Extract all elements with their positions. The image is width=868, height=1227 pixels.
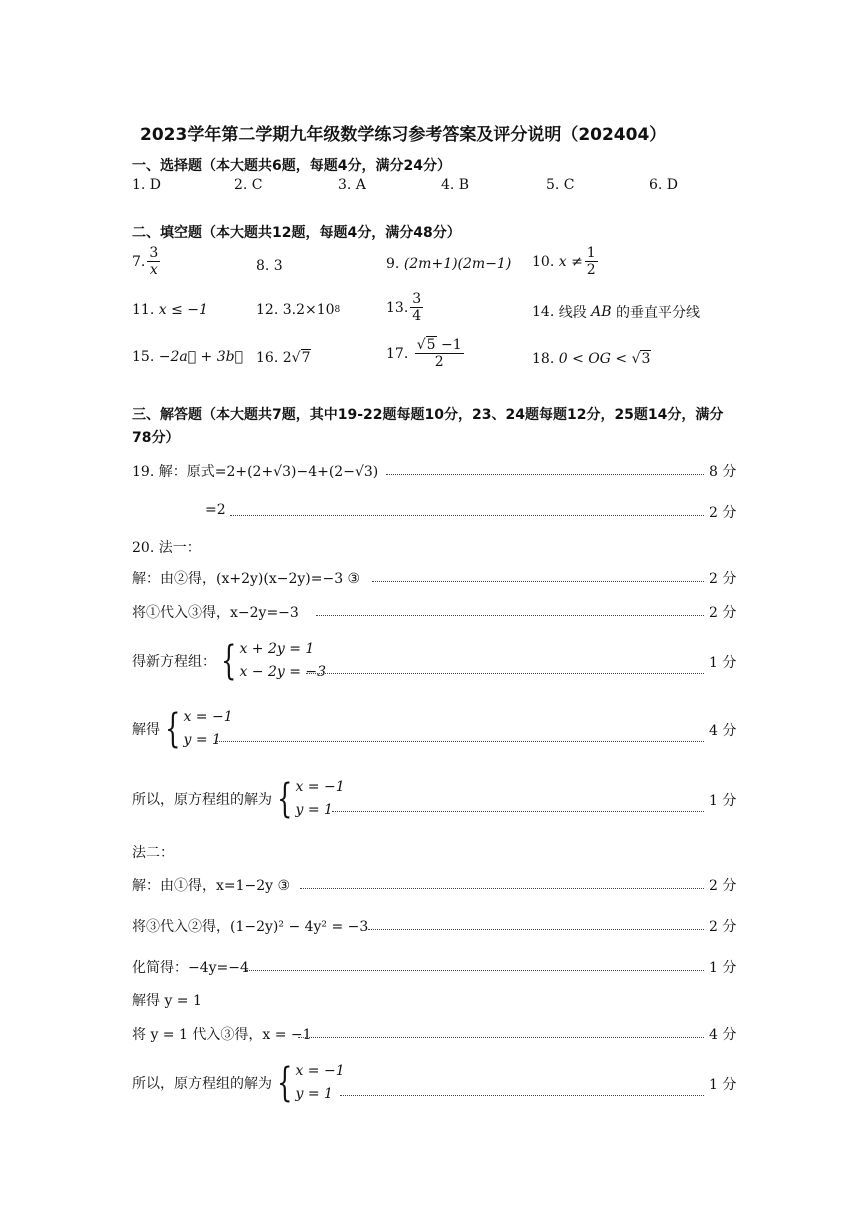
fraction: $\frac{3}{4}$ [412, 291, 422, 324]
dotted-leader [372, 581, 704, 582]
m1-step-5: 所以，原方程组的解为 { x = −1 y = 1 [132, 776, 345, 822]
choice-answer-4: 4. B [441, 177, 470, 193]
fill-answer-8: 8. 3 [256, 258, 283, 274]
m2-title: 法二： [132, 845, 174, 861]
dotted-leader [216, 741, 704, 742]
dotted-leader [332, 811, 704, 812]
equation-system: x = −1 y = 1 [295, 779, 345, 818]
section-3-heading: 三、解答题（本大题共7题，其中19-22题每题10分，23、24题每题12分，25题14分，满分 [132, 407, 724, 423]
score: 1 分 [709, 960, 737, 976]
m1-step-4: 解得 { x = −1 y = 1 [132, 706, 233, 752]
score: 8 分 [709, 464, 737, 480]
m2-step-6: 所以，原方程组的解为 { x = −1 y = 1 [132, 1060, 345, 1106]
score: 4 分 [709, 1027, 737, 1043]
choice-answer-6: 6. D [649, 177, 679, 193]
dotted-leader [246, 970, 704, 971]
equation-system: x = −1 y = 1 [183, 709, 233, 748]
fill-answer-11: 11. x ≤ −1 [132, 302, 208, 318]
dotted-leader [230, 515, 704, 516]
m2-step-1: 解：由①得，x=1−2y ③ [132, 878, 291, 894]
fill-answer-9: 9. (2m+1)(2m−1) [386, 256, 512, 272]
m2-step-5: 将 y = 1 代入③得，x = −1 [132, 1027, 312, 1043]
dotted-leader [316, 615, 704, 616]
score: 4 分 [709, 723, 737, 739]
choice-answer-1: 1. D [132, 177, 162, 193]
section-1-heading: 一、选择题（本大题共6题，每题4分，满分24分） [132, 158, 451, 174]
m2-step-2: 将③代入②得，(1−2y)² − 4y² = −3 [132, 919, 369, 935]
m1-step-3: 得新方程组： { x + 2y = 1 x − 2y = −3 [132, 638, 327, 684]
dotted-leader [368, 929, 704, 930]
score: 2 分 [709, 571, 737, 587]
fill-answer-16: 16. 2 √ 7 [256, 349, 311, 366]
brace-icon: { [277, 776, 293, 822]
section-3-heading-cont: 78分） [132, 430, 180, 446]
equation-system: x = −1 y = 1 [295, 1063, 345, 1102]
fill-answer-13: 13. $\frac{3}{4}$ [386, 291, 422, 324]
dotted-leader [300, 888, 704, 889]
brace-icon: { [277, 1060, 293, 1106]
score: 2 分 [709, 605, 737, 621]
choice-answer-3: 3. A [338, 177, 366, 193]
choice-answer-5: 5. C [546, 177, 575, 193]
fraction: $\frac{√5 -1}{2}$ [416, 337, 462, 370]
fill-answer-12: 12. 3.2×10 8 [256, 302, 341, 318]
score: 2 分 [709, 505, 737, 521]
score: 2 分 [709, 878, 737, 894]
q20-title: 20. 法一： [132, 540, 201, 556]
brace-icon: { [221, 638, 237, 684]
dotted-leader [298, 1037, 704, 1038]
fill-answer-14: 14. 线段 AB 的垂直平分线 [532, 304, 701, 321]
m2-step-3: 化简得：−4y=−4 [132, 960, 249, 976]
section-2-heading: 二、填空题（本大题共12题，每题4分，满分48分） [132, 225, 461, 241]
q19-line-1: 19. 解：原式=2+(2+√3)−4+(2−√3) [132, 464, 379, 480]
fill-answer-18: 18. 0 < OG < √ 3 [532, 350, 651, 367]
fill-answer-15: 15. −2a⃗ + 3b⃗ [132, 349, 244, 365]
dotted-leader [340, 1095, 704, 1096]
m1-step-2: 将①代入③得，x−2y=−3 [132, 605, 299, 621]
fill-answer-10: 10. x ≠ $\frac{1}{2}$ [532, 245, 596, 278]
score: 1 分 [709, 1077, 737, 1093]
score: 2 分 [709, 919, 737, 935]
dotted-leader [386, 474, 704, 475]
score: 1 分 [709, 793, 737, 809]
m2-step-4: 解得 y = 1 [132, 993, 202, 1009]
dotted-leader [306, 673, 704, 674]
equation-system: x + 2y = 1 x − 2y = −3 [239, 641, 327, 680]
fill-answer-7: 7. $\frac{3}{x}$ [132, 245, 159, 278]
q19-line-2: =2 [205, 502, 226, 518]
m1-step-1: 解：由②得，(x+2y)(x−2y)=−3 ③ [132, 571, 361, 587]
brace-icon: { [165, 706, 181, 752]
score: 1 分 [709, 655, 737, 671]
page-title: 2023学年第二学期九年级数学练习参考答案及评分说明（202404） [140, 125, 667, 145]
choice-answer-2: 2. C [234, 177, 263, 193]
fill-answer-17: 17. $\frac{√5 -1}{2}$ [386, 337, 462, 370]
fraction: $\frac{1}{2}$ [586, 245, 596, 278]
fraction: $\frac{3}{x}$ [149, 245, 159, 278]
